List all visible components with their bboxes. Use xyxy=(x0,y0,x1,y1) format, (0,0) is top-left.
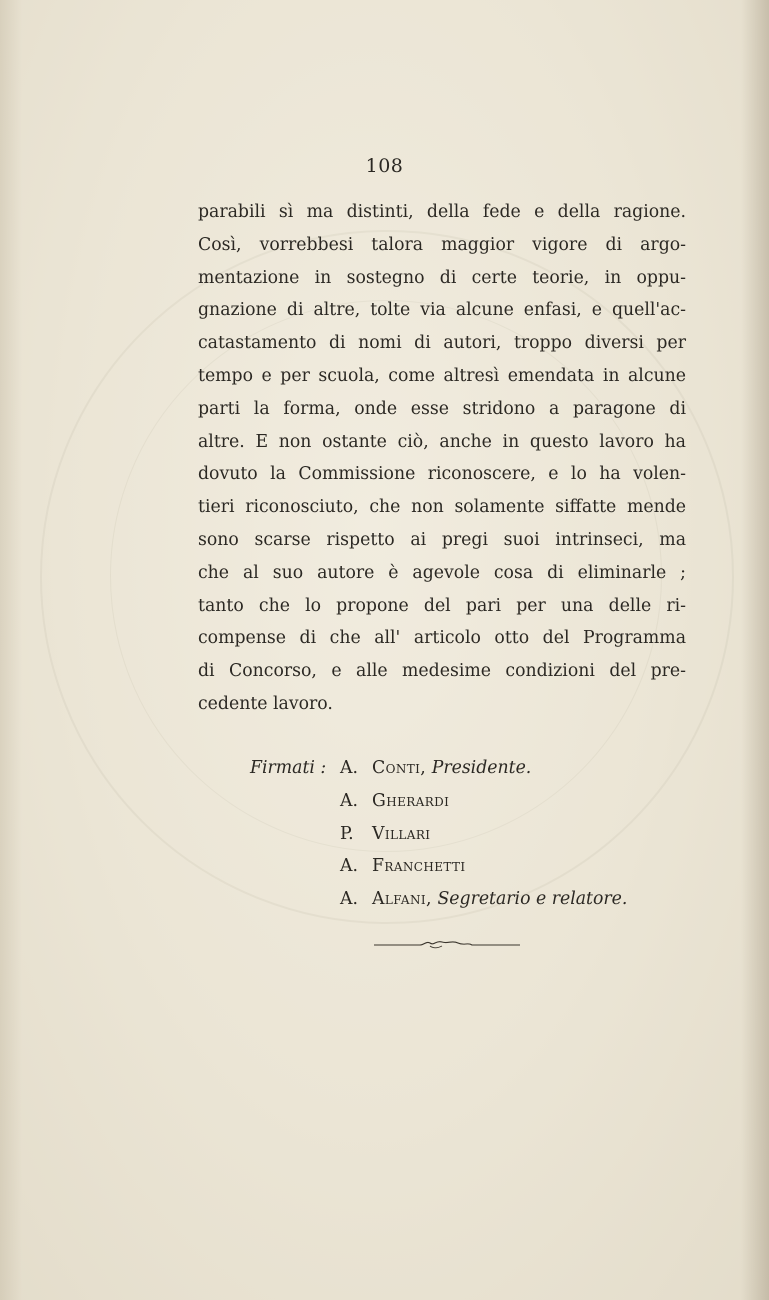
signature-row xyxy=(250,752,710,785)
ornament-divider-icon xyxy=(372,938,522,952)
page-edge-shadow-left xyxy=(0,0,22,1300)
text-line: tempo e per scuola, come altresì emendata in alcune xyxy=(198,365,686,386)
signature-row xyxy=(250,818,710,851)
text-line-last: cedente lavoro. xyxy=(198,693,333,714)
text-line: gnazione di altre, tolte via alcune enfasi, e quell'ac- xyxy=(198,300,686,321)
signatory-name: Conti, xyxy=(372,758,427,778)
text-line: sono scarse rispetto ai pregi suoi intrinseci, ma xyxy=(198,529,686,550)
signatory-name: Alfani, xyxy=(372,889,432,910)
signature-row xyxy=(250,883,710,916)
signatory-role: Segretario e relatore. xyxy=(437,889,628,910)
text-line: tanto che lo propone del pari per una delle ri- xyxy=(198,595,686,616)
signatory-name: Franchetti xyxy=(372,856,466,877)
signature-block xyxy=(250,752,710,916)
signatory-initial: A. xyxy=(340,758,358,778)
text-line: tieri riconosciuto, che non solamente siffatte mende xyxy=(198,497,686,518)
text-line: di Concorso, e alle medesime condizioni del pre- xyxy=(198,661,686,682)
signatory-initial: A. xyxy=(340,790,358,811)
body-text xyxy=(198,196,686,721)
signature-row xyxy=(250,785,710,818)
signatory-name: Gherardi xyxy=(372,790,450,811)
page-edge-shadow-right xyxy=(741,0,769,1300)
text-line: che al suo autore è agevole cosa di eliminarle ; xyxy=(198,562,686,583)
page-number: 108 xyxy=(365,155,404,177)
signatory-initial: P. xyxy=(340,823,354,844)
signed-label: Firmati : xyxy=(250,758,327,778)
signature-row xyxy=(250,850,710,883)
text-line: altre. E non ostante ciò, anche in questo lavoro ha xyxy=(198,431,686,452)
text-line: catastamento di nomi di autori, troppo diversi per xyxy=(198,333,686,354)
signatory-role: Presidente. xyxy=(431,758,532,778)
text-line: compense di che all' articolo otto del Programma xyxy=(198,628,686,649)
signatory-initial: A. xyxy=(340,856,358,877)
signatory-initial: A. xyxy=(340,889,358,910)
text-line: mentazione in sostegno di certe teorie, in oppu- xyxy=(198,267,686,288)
text-line: parti la forma, onde esse stridono a paragone di xyxy=(198,398,686,419)
signatory-name: Villari xyxy=(372,823,431,844)
text-line: parabili sì ma distinti, della fede e della ragione. xyxy=(198,202,686,222)
text-line: dovuto la Commissione riconoscere, e lo ha volen- xyxy=(198,464,686,485)
text-line: Così, vorrebbesi talora maggior vigore di argo- xyxy=(198,234,686,255)
